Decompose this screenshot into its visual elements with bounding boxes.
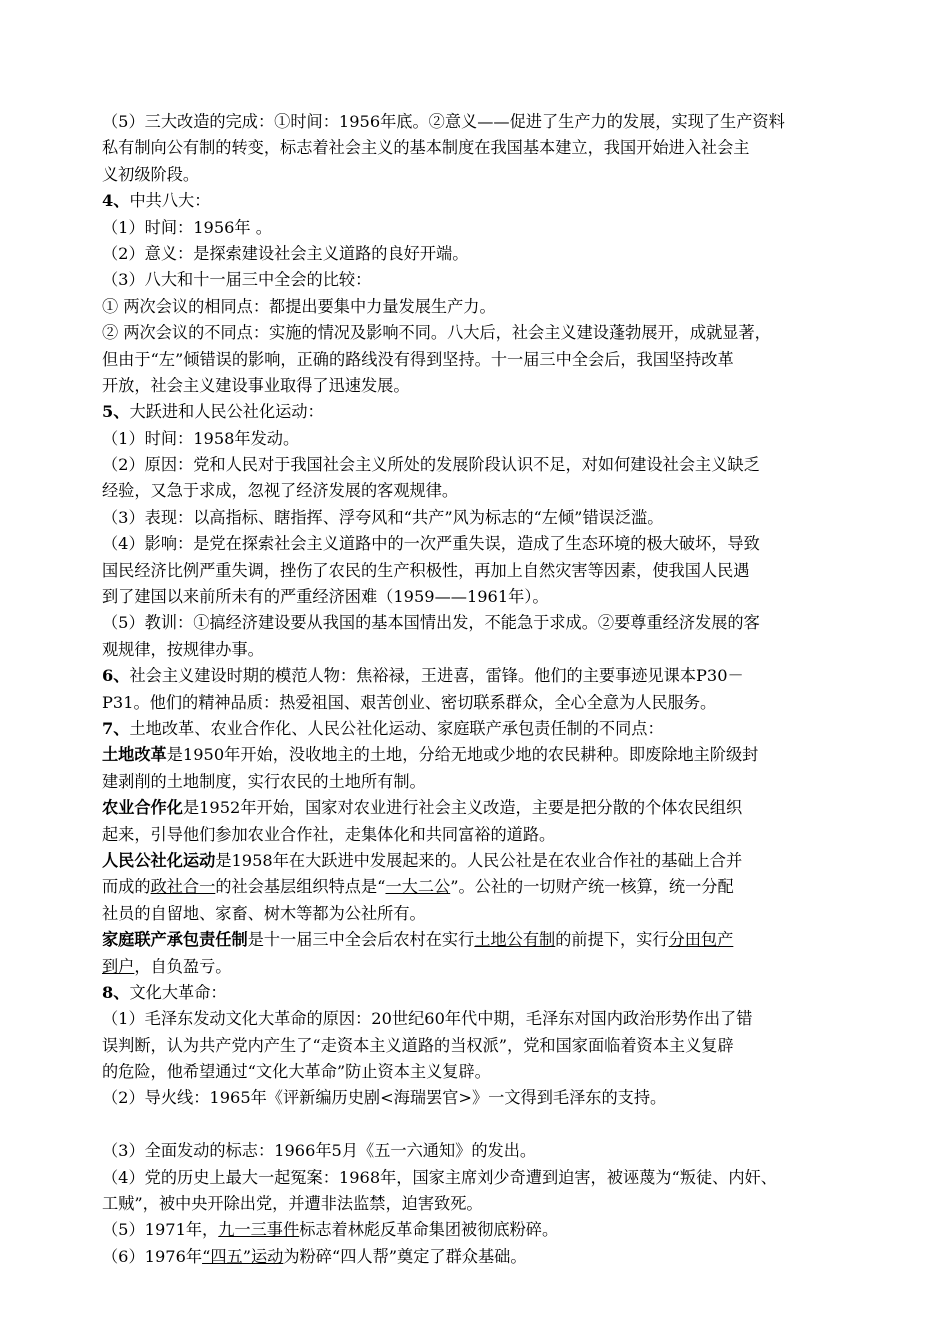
text-line: 私有制向公有制的转变，标志着社会主义的基本制度在我国基本建立，我国开始进入社会主 — [102, 138, 750, 158]
text-line: 起来，引导他们参加农业合作社，走集体化和共同富裕的道路。 — [102, 824, 556, 844]
term-label: 家庭联产承包责任制 — [102, 930, 248, 950]
text-line: （1）时间：1956年 。 — [102, 217, 272, 237]
section-heading — [102, 980, 854, 1006]
section-heading — [102, 716, 854, 742]
text-line: 建剥削的土地制度，实行农民的土地所有制。 — [102, 771, 426, 791]
underlined-keyword: 一大二公 — [385, 877, 451, 897]
text-run: 标志着林彪反革命集团被彻底粉碎。 — [299, 1220, 559, 1240]
text-run: 为粉碎“四人帮”奠定了群众基础。 — [283, 1246, 527, 1266]
text-line: （1）时间：1958年发动。 — [102, 428, 300, 448]
text-run: 的社会基层组织特点是“ — [215, 877, 386, 897]
text-line: （3）全面发动的标志：1966年5月《五一六通知》的发出。 — [102, 1141, 537, 1161]
text-line: （2）意义：是探索建设社会主义道路的良好开端。 — [102, 243, 469, 263]
section-title: 大跃进和人民公社化运动： — [129, 402, 324, 422]
text-line: （2）原因：党和人民对于我国社会主义所处的发展阶段认识不足，对如何建设社会主义缺乏 — [102, 455, 760, 475]
text-run: （6）1976年 — [102, 1246, 203, 1266]
text-run: ，自负盈亏。 — [134, 956, 232, 976]
text-line: 观规律，按规律办事。 — [102, 639, 264, 659]
text-line: （3）表现：以高指标、瞎指挥、浮夸风和“共产”风为标志的“左倾”错误泛滥。 — [102, 507, 664, 527]
blank-line — [102, 1112, 854, 1138]
text-line — [102, 954, 854, 980]
section-heading — [102, 188, 854, 214]
term-definition-line — [102, 795, 854, 821]
text-line: 开放，社会主义建设事业取得了迅速发展。 — [102, 375, 410, 395]
underlined-keyword: 土地公有制 — [474, 930, 556, 950]
text-line: 义初级阶段。 — [102, 164, 200, 184]
section-heading — [102, 663, 854, 689]
term-text: 是1950年开始，没收地主的土地，分给无地或少地的农民耕种。即废除地主阶级封 — [166, 745, 759, 765]
section-number: 7、 — [102, 718, 130, 738]
term-label: 人民公社化运动 — [102, 850, 216, 870]
text-line: ② 两次会议的不同点：实施的情况及影响不同。八大后，社会主义建设蓬勃展开，成就显著， — [102, 323, 771, 343]
text-line: 国民经济比例严重失调，挫伤了农民的生产积极性，再加上自然灾害等因素，使我国人民遇 — [102, 560, 750, 580]
term-label: 农业合作化 — [102, 798, 183, 818]
section-title: 中共八大： — [129, 191, 211, 211]
text-line: （2）导火线：1965年《评新编历史剧<海瑞罢官>》一文得到毛泽东的支持。 — [102, 1088, 667, 1108]
text-line — [102, 1217, 854, 1243]
underlined-keyword: “四五”运动 — [202, 1246, 284, 1266]
text-line: 到了建国以来前所未有的严重经济困难（1959——1961年）。 — [102, 587, 549, 607]
text-line: （3）八大和十一届三中全会的比较： — [102, 270, 372, 290]
term-label: 土地改革 — [102, 745, 167, 765]
text-run: 而成的 — [102, 877, 151, 897]
underlined-keyword: 九一三事件 — [218, 1220, 300, 1240]
text-line: （4）影响：是党在探索社会主义道路中的一次严重失误，造成了生态环境的极大破坏，导致 — [102, 534, 760, 554]
term-text: 是1958年在大跃进中发展起来的。人民公社是在农业合作社的基础上合并 — [215, 850, 743, 870]
text-line: （5）三大改造的完成：①时间：1956年底。②意义——促进了生产力的发展，实现了生产资料 — [102, 112, 785, 131]
section-number: 4、 — [102, 191, 130, 211]
underlined-keyword: 政社合一 — [150, 877, 216, 897]
underlined-keyword: 到户 — [102, 956, 135, 976]
text-line: 但由于“左”倾错误的影响，正确的路线没有得到坚持。十一届三中全会后，我国坚持改革 — [102, 349, 734, 369]
text-line: 误判断，认为共产党内产生了“走资本主义道路的当权派”，党和国家面临着资本主义复辟 — [102, 1035, 734, 1055]
text-line — [102, 927, 854, 953]
text-line: P31。他们的精神品质：热爱祖国、艰苦创业、密切联系群众，全心全意为人民服务。 — [102, 692, 717, 712]
text-line: （1）毛泽东发动文化大革命的原因：20世纪60年代中期，毛泽东对国内政治形势作出了错 — [102, 1009, 753, 1029]
section-title: 社会主义建设时期的模范人物：焦裕禄，王进喜，雷锋。他们的主要事迹见课本P30－ — [129, 666, 744, 686]
section-title: 土地改革、农业合作化、人民公社化运动、家庭联产承包责任制的不同点： — [129, 718, 664, 738]
section-heading — [102, 399, 854, 425]
text-line: （5）教训：①搞经济建设要从我国的基本国情出发，不能急于求成。②要尊重经济发展的客 — [102, 613, 760, 633]
text-run: 的前提下，实行 — [555, 930, 669, 950]
text-run: ”。公社的一切财产统一核算，统一分配 — [450, 877, 734, 897]
text-line: 经验，又急于求成，忽视了经济发展的客观规律。 — [102, 481, 459, 501]
section-title: 文化大革命： — [129, 982, 227, 1002]
text-line — [102, 1244, 854, 1270]
text-line: 社员的自留地、家畜、树木等都为公社所有。 — [102, 903, 426, 923]
text-line: 工贼”，被中央开除出党，并遭非法监禁，迫害致死。 — [102, 1194, 483, 1214]
text-line: （4）党的历史上最大一起冤案：1968年，国家主席刘少奇遭到迫害，被诬蔑为“叛徒、内奸、 — [102, 1167, 777, 1187]
text-line: ① 两次会议的相同点：都提出要集中力量发展生产力。 — [102, 296, 496, 316]
text-run: 是十一届三中全会后农村在实行 — [247, 930, 475, 950]
text-line: 的危险，他希望通过“文化大革命”防止资本主义复辟。 — [102, 1062, 491, 1082]
term-text: 是1952年开始，国家对农业进行社会主义改造，主要是把分散的个体农民组织 — [182, 798, 743, 818]
text-line — [102, 874, 854, 900]
underlined-keyword: 分田包产 — [668, 930, 734, 950]
document-page — [102, 109, 854, 1270]
text-run: （5）1971年， — [102, 1220, 219, 1240]
term-definition-line — [102, 742, 854, 768]
term-definition-line — [102, 848, 854, 874]
section-number: 6、 — [102, 666, 130, 686]
section-number: 8、 — [102, 982, 130, 1002]
section-number: 5、 — [102, 402, 130, 422]
